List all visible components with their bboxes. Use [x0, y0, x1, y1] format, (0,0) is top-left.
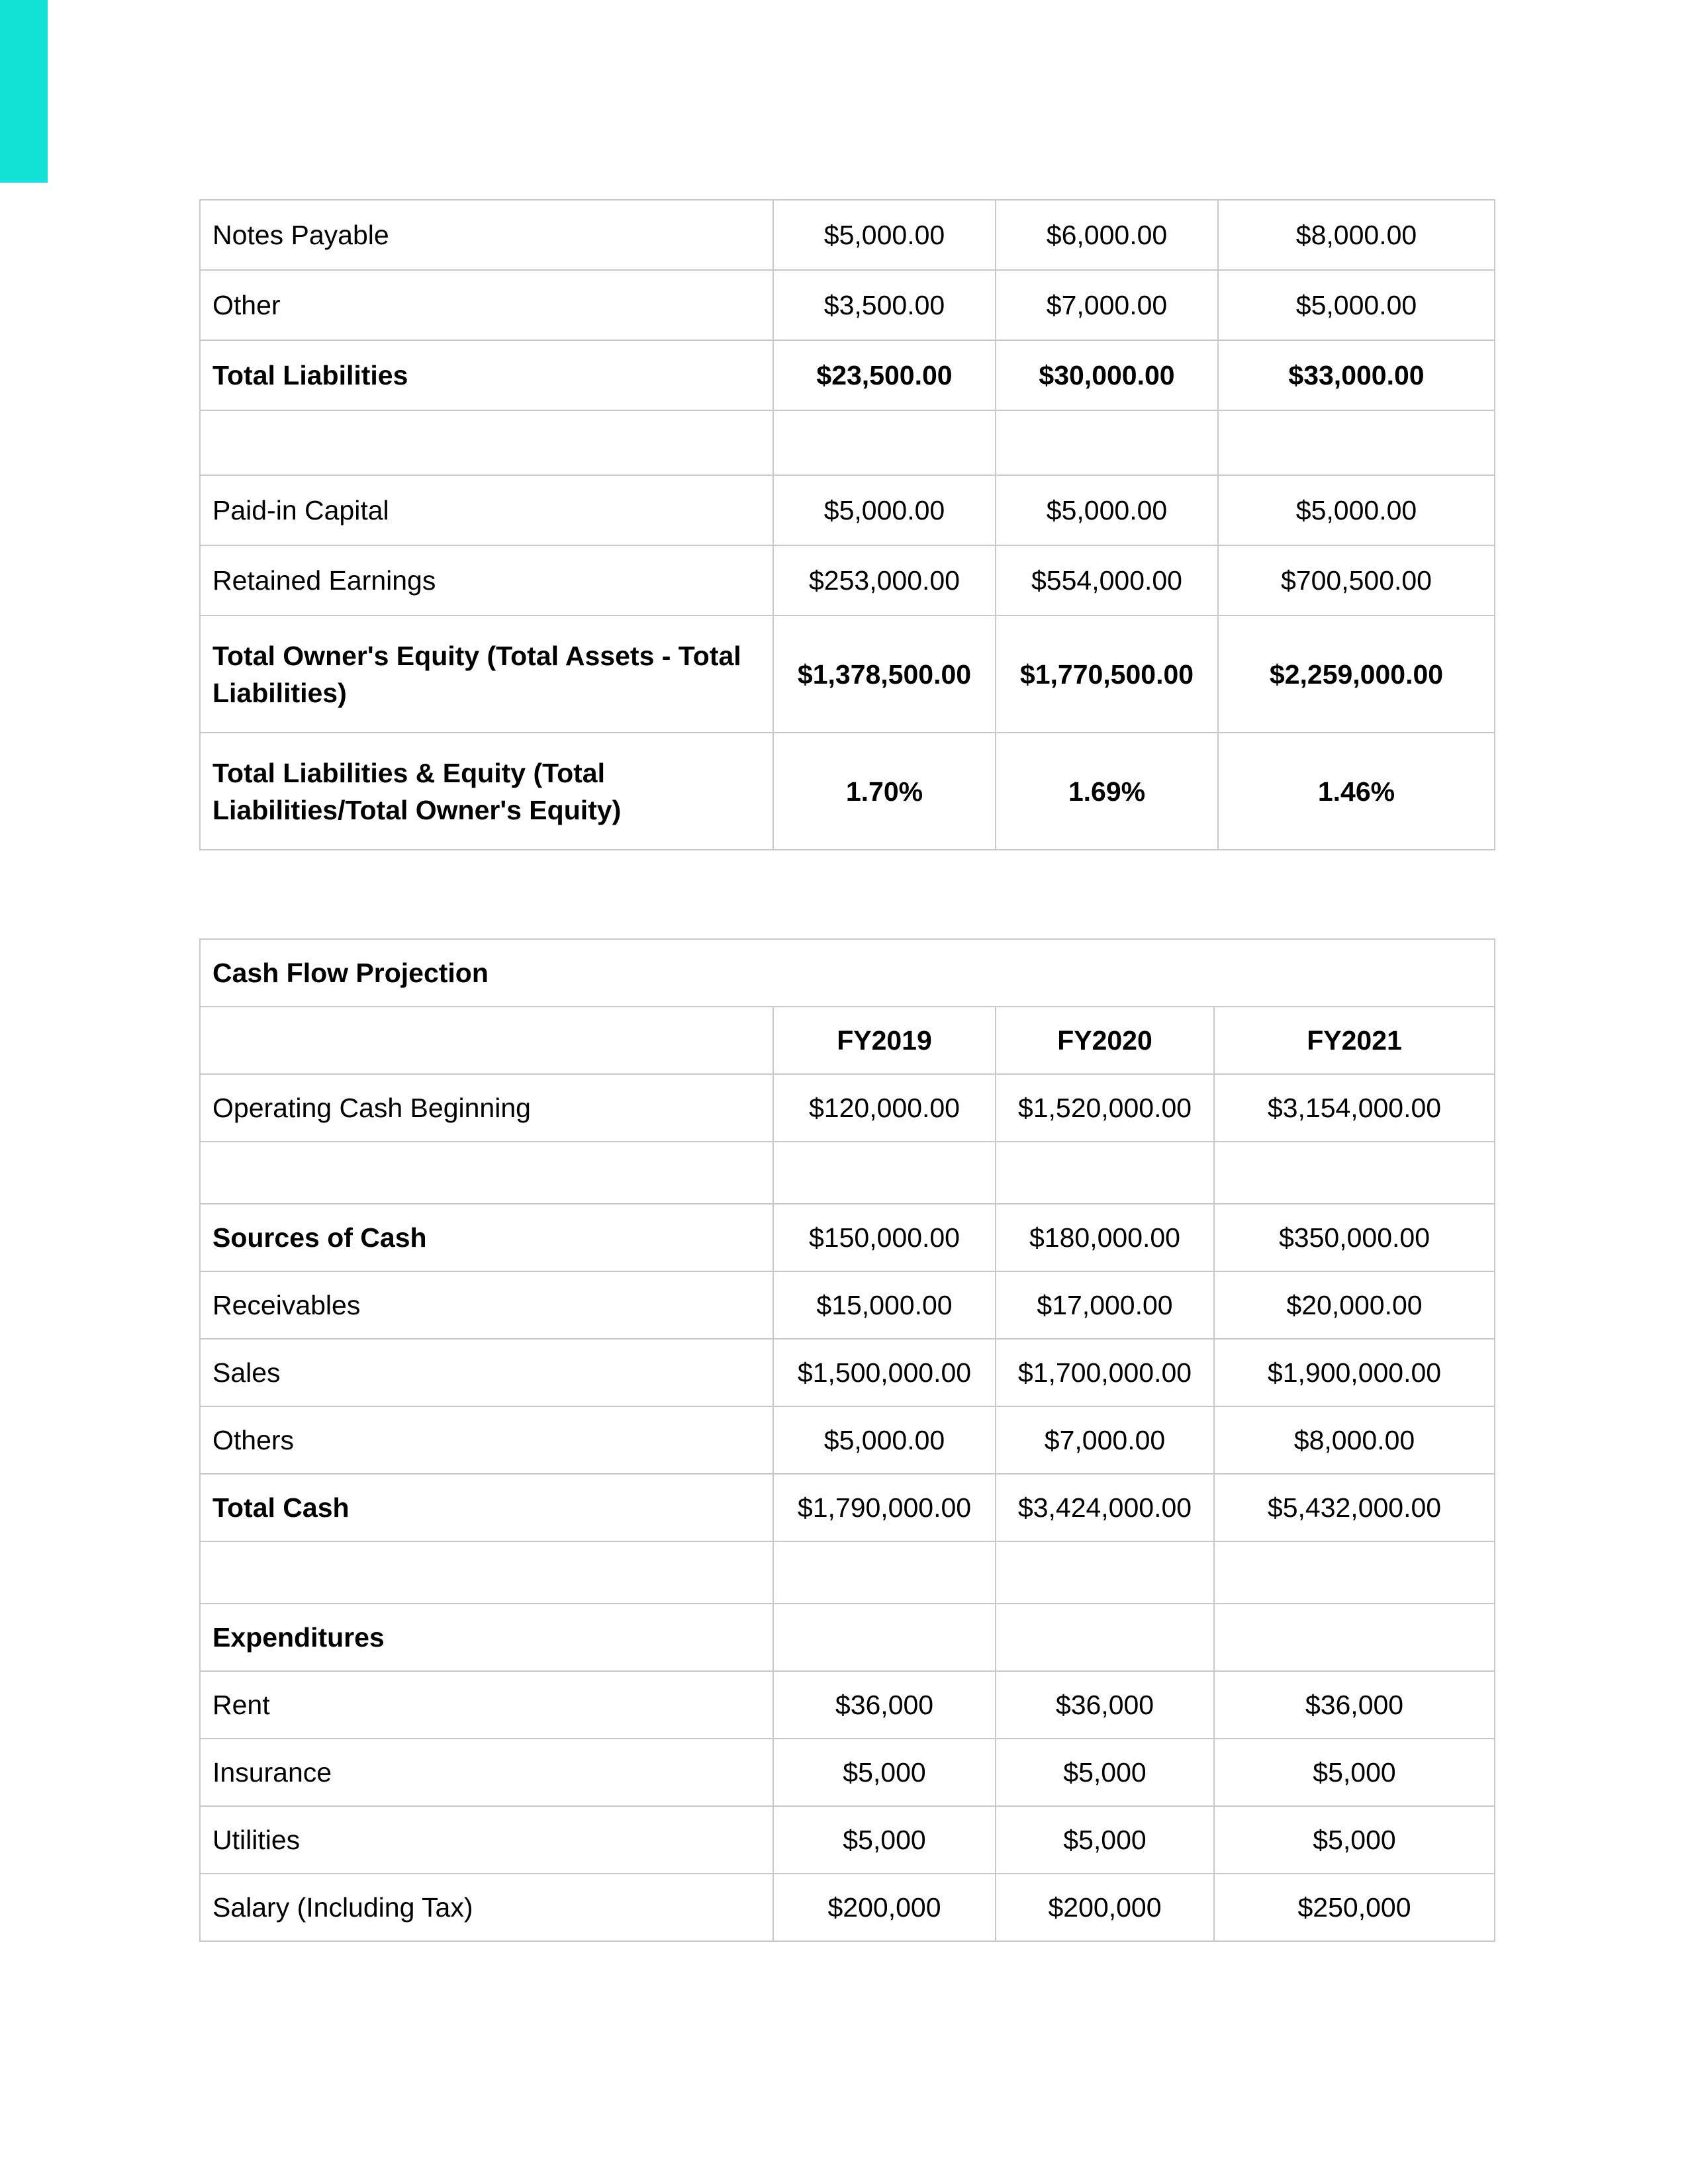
value-cell	[996, 1142, 1214, 1204]
value-cell: $36,000	[773, 1671, 996, 1739]
value-cell: $5,000.00	[996, 475, 1218, 545]
value-cell: $5,000	[773, 1806, 996, 1874]
value-cell: $1,520,000.00	[996, 1074, 1214, 1142]
value-cell: $1,378,500.00	[773, 615, 996, 733]
value-cell: 1.69%	[996, 733, 1218, 850]
table-row	[200, 1074, 1495, 1142]
table-row	[200, 270, 1495, 340]
value-cell	[773, 1604, 996, 1671]
value-cell: $1,790,000.00	[773, 1474, 996, 1541]
row-label: Sales	[200, 1339, 773, 1406]
row-label: Salary (Including Tax)	[200, 1874, 773, 1941]
value-cell	[996, 1604, 1214, 1671]
value-cell: $1,700,000.00	[996, 1339, 1214, 1406]
row-label: Insurance	[200, 1739, 773, 1806]
value-cell: $200,000	[996, 1874, 1214, 1941]
table-row	[200, 1204, 1495, 1271]
value-cell: $5,000	[773, 1739, 996, 1806]
value-cell	[996, 410, 1218, 475]
value-cell: 1.46%	[1218, 733, 1495, 850]
value-cell: $5,000.00	[773, 200, 996, 270]
value-cell	[773, 410, 996, 475]
table-row	[200, 475, 1495, 545]
value-cell: $180,000.00	[996, 1204, 1214, 1271]
value-cell: $700,500.00	[1218, 545, 1495, 615]
value-cell: $5,000	[1214, 1739, 1495, 1806]
value-cell: $3,424,000.00	[996, 1474, 1214, 1541]
value-cell	[996, 1541, 1214, 1604]
value-cell: $5,000.00	[773, 475, 996, 545]
row-label	[200, 410, 773, 475]
header-row	[200, 1007, 1495, 1074]
value-cell: $554,000.00	[996, 545, 1218, 615]
column-header: FY2020	[996, 1007, 1214, 1074]
table-row	[200, 1406, 1495, 1474]
value-cell	[1214, 1604, 1495, 1671]
value-cell: $5,000.00	[773, 1406, 996, 1474]
row-label: Total Liabilities & Equity (Total Liabilities/Total Owner's Equity)	[200, 733, 773, 850]
value-cell: 1.70%	[773, 733, 996, 850]
empty-row	[200, 410, 1495, 475]
value-cell: $120,000.00	[773, 1074, 996, 1142]
value-cell: $30,000.00	[996, 340, 1218, 410]
table-title-row	[200, 939, 1495, 1007]
row-label	[200, 1541, 773, 1604]
total-row	[200, 615, 1495, 733]
value-cell	[1214, 1142, 1495, 1204]
table-row	[200, 200, 1495, 270]
value-cell: $1,500,000.00	[773, 1339, 996, 1406]
value-cell	[773, 1142, 996, 1204]
value-cell: $33,000.00	[1218, 340, 1495, 410]
row-label: Retained Earnings	[200, 545, 773, 615]
value-cell: $7,000.00	[996, 1406, 1214, 1474]
value-cell: $8,000.00	[1214, 1406, 1495, 1474]
value-cell: $5,000.00	[1218, 475, 1495, 545]
value-cell: $36,000	[996, 1671, 1214, 1739]
table-row	[200, 1806, 1495, 1874]
value-cell: $3,500.00	[773, 270, 996, 340]
row-label	[200, 1142, 773, 1204]
column-header: FY2019	[773, 1007, 996, 1074]
total-row	[200, 733, 1495, 850]
value-cell: $1,770,500.00	[996, 615, 1218, 733]
value-cell: $5,000	[996, 1739, 1214, 1806]
value-cell: $200,000	[773, 1874, 996, 1941]
value-cell: $253,000.00	[773, 545, 996, 615]
row-label: Receivables	[200, 1271, 773, 1339]
header-empty-cell	[200, 1007, 773, 1074]
table-title: Cash Flow Projection	[200, 939, 1495, 1007]
table-row	[200, 545, 1495, 615]
balance-sheet-table	[199, 199, 1495, 850]
value-cell: $5,000	[996, 1806, 1214, 1874]
table-row	[200, 1271, 1495, 1339]
value-cell	[1214, 1541, 1495, 1604]
row-label: Total Liabilities	[200, 340, 773, 410]
row-label: Paid-in Capital	[200, 475, 773, 545]
value-cell: $23,500.00	[773, 340, 996, 410]
value-cell: $1,900,000.00	[1214, 1339, 1495, 1406]
row-label: Notes Payable	[200, 200, 773, 270]
accent-bar	[0, 0, 48, 183]
column-header: FY2021	[1214, 1007, 1495, 1074]
row-label: Utilities	[200, 1806, 773, 1874]
table-row	[200, 1739, 1495, 1806]
value-cell: $7,000.00	[996, 270, 1218, 340]
value-cell: $36,000	[1214, 1671, 1495, 1739]
value-cell: $2,259,000.00	[1218, 615, 1495, 733]
value-cell: $17,000.00	[996, 1271, 1214, 1339]
value-cell: $150,000.00	[773, 1204, 996, 1271]
table-row	[200, 1874, 1495, 1941]
row-label: Others	[200, 1406, 773, 1474]
row-label: Rent	[200, 1671, 773, 1739]
value-cell	[1218, 410, 1495, 475]
value-cell: $350,000.00	[1214, 1204, 1495, 1271]
value-cell: $8,000.00	[1218, 200, 1495, 270]
empty-row	[200, 1142, 1495, 1204]
cash-flow-table	[199, 938, 1495, 1942]
value-cell: $15,000.00	[773, 1271, 996, 1339]
value-cell: $250,000	[1214, 1874, 1495, 1941]
value-cell	[773, 1541, 996, 1604]
table-row	[200, 1671, 1495, 1739]
value-cell: $20,000.00	[1214, 1271, 1495, 1339]
row-label: Other	[200, 270, 773, 340]
value-cell: $3,154,000.00	[1214, 1074, 1495, 1142]
total-row	[200, 340, 1495, 410]
value-cell: $5,432,000.00	[1214, 1474, 1495, 1541]
value-cell: $6,000.00	[996, 200, 1218, 270]
empty-row	[200, 1541, 1495, 1604]
row-label: Total Owner's Equity (Total Assets - Total Liabilities)	[200, 615, 773, 733]
row-label: Operating Cash Beginning	[200, 1074, 773, 1142]
row-label: Sources of Cash	[200, 1204, 773, 1271]
value-cell: $5,000	[1214, 1806, 1495, 1874]
row-label: Total Cash	[200, 1474, 773, 1541]
row-label: Expenditures	[200, 1604, 773, 1671]
section-row	[200, 1604, 1495, 1671]
value-cell: $5,000.00	[1218, 270, 1495, 340]
table-row	[200, 1339, 1495, 1406]
total-row	[200, 1474, 1495, 1541]
